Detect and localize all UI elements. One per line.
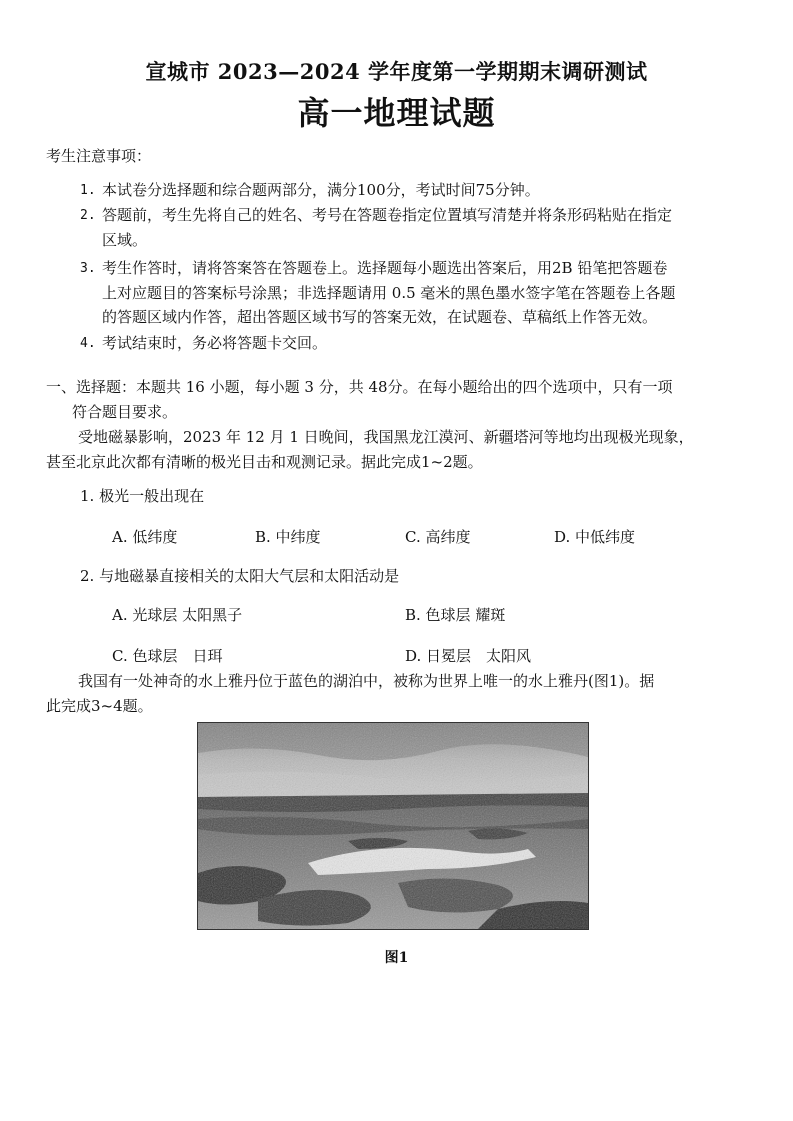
option-a: A. 光球层 太阳黑子	[112, 606, 243, 624]
notice-item-text: 区域。	[102, 231, 148, 249]
passage-text: 甚至北京此次都有清晰的极光目击和观测记录。据此完成1~2题。	[46, 453, 483, 471]
notice-item-text: 的答题区域内作答，超出答题区域书写的答案无效，在试题卷、草稿纸上作答无效。	[102, 308, 658, 326]
notice-item-number: 4.	[80, 336, 96, 351]
notice-item-number: 3.	[80, 261, 96, 276]
option-b: B. 色球层 耀斑	[405, 606, 506, 624]
notice-item-text: 答题前，考生先将自己的姓名、考号在答题卷指定位置填写清楚并将条形码粘贴在指定	[102, 206, 673, 224]
section-heading-continued: 符合题目要求。	[72, 403, 178, 421]
notice-item-text: 考试结束时，务必将答题卡交回。	[102, 334, 328, 352]
notice-item-text: 考生作答时，请将答案答在答题卷上。选择题每小题选出答案后，用2B 铅笔把答题卷	[102, 259, 668, 277]
option-d: D. 中低纬度	[554, 528, 636, 546]
subject-title: 高一地理试题	[297, 94, 496, 132]
option-d: D. 日冕层 太阳风	[405, 647, 532, 665]
option-a: A. 低纬度	[112, 528, 178, 546]
passage-text: 受地磁暴影响，2023 年 12 月 1 日晚间，我国黑龙江漠河、新疆塔河等地均出现极光现象，	[78, 428, 694, 446]
notice-heading: 考生注意事项：	[46, 147, 152, 165]
option-b: B. 中纬度	[255, 528, 321, 546]
option-c: C. 色球层 日珥	[112, 647, 223, 665]
passage-text: 我国有一处神奇的水上雅丹位于蓝色的湖泊中，被称为世界上唯一的水上雅丹(图1)。据	[78, 672, 655, 690]
notice-item-text: 上对应题目的答案标号涂黑；非选择题请用 0.5 毫米的黑色墨水签字笔在答题卷上各题	[102, 284, 676, 302]
question-stem: 1. 极光一般出现在	[80, 487, 205, 505]
passage-text: 此完成3~4题。	[46, 697, 153, 715]
yardang-photo	[197, 722, 589, 930]
exam-title: 宣城市 2023—2024 学年度第一学期期末调研测试	[145, 59, 648, 84]
notice-item-text: 本试卷分选择题和综合题两部分，满分100分，考试时间75分钟。	[102, 181, 540, 199]
notice-item-number: 2.	[80, 208, 96, 223]
notice-item-number: 1.	[80, 183, 96, 198]
question-stem: 2. 与地磁暴直接相关的太阳大气层和太阳活动是	[80, 567, 400, 585]
option-c: C. 高纬度	[405, 528, 471, 546]
figure-caption: 图1	[384, 950, 409, 966]
section-heading: 一、选择题：本题共 16 小题，每小题 3 分，共 48分。在每小题给出的四个选项中，只有一项	[46, 378, 673, 396]
